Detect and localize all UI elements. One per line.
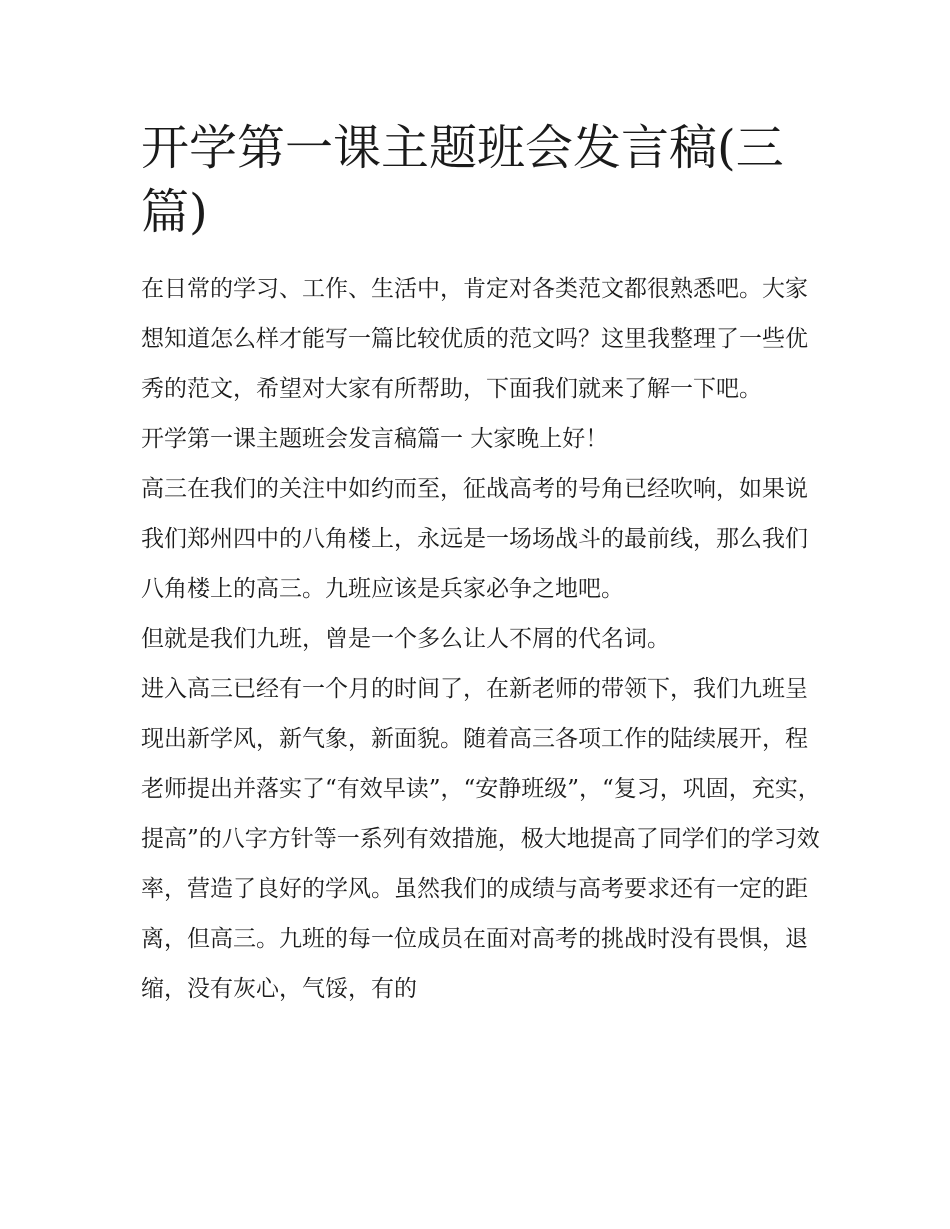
paragraph-class-nine: 但就是我们九班，曾是一个多么让人不屑的代名词。: [141, 626, 670, 652]
paragraph-greeting: 开学第一课主题班会发言稿篇一 大家晚上好！: [141, 426, 609, 452]
document-title: 开学第一课主题班会发言稿(三篇): [141, 120, 784, 240]
paragraph-intro: 在日常的学习、工作、生活中，肯定对各类范文都很熟悉吧。大家想知道怎么样才能写一篇比较优质的范文吗？这里我整理了一些优秀的范文，希望对大家有所帮助，下面我们就来了解一下吧。: [141, 276, 808, 402]
document-body: [141, 116, 821, 1014]
paragraph-progress: 进入高三已经有一个月的时间了，在新老师的带领下，我们九班呈现出新学风，新气象，新面貌。随着高三各项工作的陆续展开，程老师提出并落实了“有效早读”，“安静班级”，“复习，巩固，充实，提高”的八字方针等一系列有效措施，极大地提高了同学们的学习效率，营造了良好的学风。虽然我们的成绩与高考要求还有一定的距离，但高三。九班的每一位成员在面对高考的挑战时没有畏惧，退缩，没有灰心，气馁，有的: [141, 676, 821, 1002]
paragraph-senior-year: 高三在我们的关注中如约而至，征战高考的号角已经吹响，如果说我们郑州四中的八角楼上，永远是一场场战斗的最前线，那么我们八角楼上的高三。九班应该是兵家必争之地吧。: [141, 476, 808, 602]
